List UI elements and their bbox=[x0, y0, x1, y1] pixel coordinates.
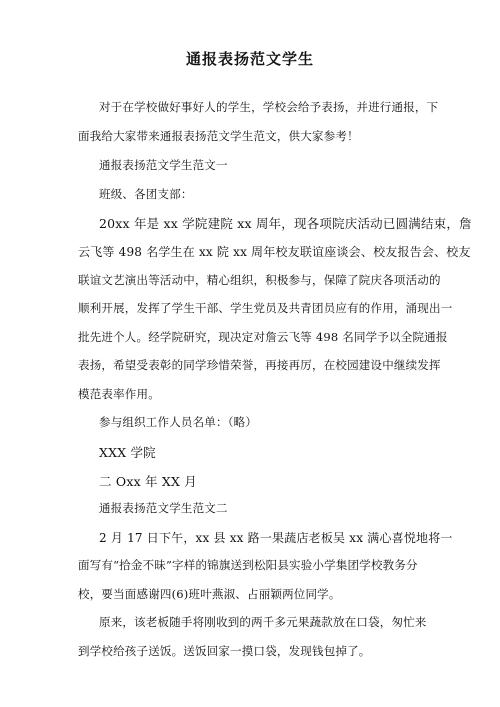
section-heading-2: 通报表扬范文学生范文二 bbox=[99, 501, 228, 515]
body-line: 模范表率作用。 bbox=[78, 387, 160, 401]
document-title: 通报表扬范文学生 bbox=[185, 50, 314, 68]
signature-date: 二 Oxx 年 XX 月 bbox=[99, 474, 197, 489]
salutation: 班级、各团支部： bbox=[99, 187, 193, 201]
body-line: 顺利开展，发挥了学生干部、学生党员及共青团员应有的作用，涌现出一 bbox=[78, 301, 453, 315]
staff-list-line: 参与组织工作人员名单：（略） bbox=[99, 415, 258, 429]
body-line: 面写有“拾金不昧”字样的锦旗送到松阳县实验小学集团学校教务分 bbox=[78, 558, 418, 572]
body-line: 批先进个人。经学院研究，现决定对詹云飞等 498 名同学予以全院通报 bbox=[78, 330, 448, 344]
body-line: 校，要当面感谢四(6)班叶燕淑、占丽颖两位同学。 bbox=[78, 587, 341, 601]
body-line: 2 月 17 日下午，xx 县 xx 路一果蔬店老板吴 xx 满心喜悦地将一 bbox=[99, 531, 453, 545]
paragraph-intro-line-1: 对于在学校做好事好人的学生，学校会给予表扬，并进行通报，下 bbox=[99, 100, 439, 114]
body-line: 联谊文艺演出等活动中，精心组织，积极参与，保障了院庆各项活动的 bbox=[78, 273, 441, 287]
signature-org: XXX 学院 bbox=[99, 445, 156, 460]
body-line: 云飞等 498 名学生在 xx 院 xx 周年校友联谊座谈会、校友报告会、校友 bbox=[78, 245, 471, 259]
section-heading-1: 通报表扬范文学生范文一 bbox=[99, 158, 228, 172]
body-line: 20xx 年是 xx 学院建院 xx 周年，现各项院庆活动已圆满结束，詹 bbox=[99, 216, 472, 231]
body-line: 到学校给孩子送饭。送饭回家一摸口袋，发现钱包掉了。 bbox=[78, 644, 371, 658]
body-line: 原来，该老板随手将刚收到的两千多元果蔬款放在口袋，匆忙来 bbox=[99, 615, 427, 629]
body-line: 表扬，希望受表彰的同学珍惜荣誉，再接再厉，在校园建设中继续发挥 bbox=[78, 358, 441, 372]
paragraph-intro-line-2: 面我给大家带来通报表扬范文学生范文，供大家参考！ bbox=[78, 129, 359, 143]
